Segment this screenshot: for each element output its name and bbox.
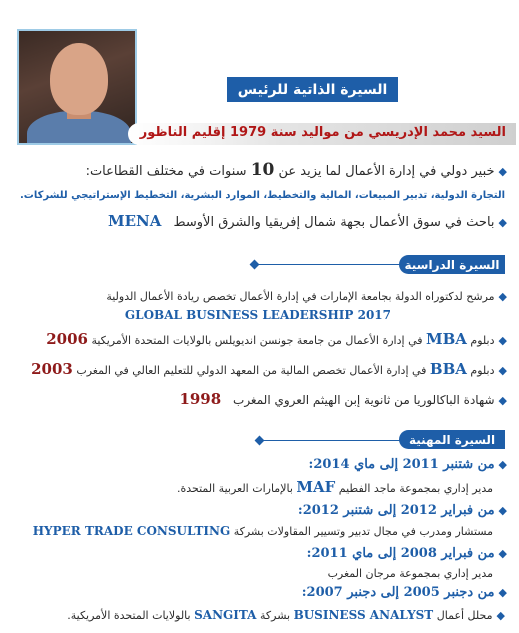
career-item-1-period-text: من شتنبر 2011 إلى ماي 2014:: [308, 457, 495, 472]
career-item-1-desc: [177, 478, 493, 496]
education-item-4: [179, 390, 507, 408]
career-item-1-company: MAF: [296, 478, 336, 496]
education-item-1: [106, 290, 507, 303]
education-item-2-pre: دبلوم: [470, 334, 495, 347]
education-item-1-text: مرشح لدكتوراه الدولة بجامعة الإمارات في إدارة الأعمال تخصص ريادة الأعمال الدولية: [106, 290, 495, 303]
career-item-1-desc-pre: مدير إداري بمجموعة ماجد الفطيم: [338, 482, 493, 495]
career-item-2-desc-pre: مستشار ومدرب في مجال تدبير وتسيير المقاولات بشركة: [233, 525, 493, 538]
career-item-4-desc-mid: بشركة: [259, 609, 291, 622]
section-diamond-icon: [255, 436, 265, 446]
career-item-3-period: [307, 546, 507, 561]
section-line: [260, 440, 405, 441]
profile-item-1: [86, 160, 507, 180]
career-item-2-company: HYPER TRADE CONSULTING: [32, 524, 231, 538]
career-item-4-desc-post: بالولايات المتحدة الأمريكية.: [67, 609, 191, 622]
career-item-2-period-text: من فبراير 2012 إلى شتنبر 2012:: [297, 503, 495, 518]
education-item-2-text: في إدارة الأعمال من جامعة جونسن انديويلس بالولايات المتحدة الأمريكية: [91, 334, 423, 347]
career-item-2-period: [298, 503, 507, 518]
page-title: السيرة الذاتية للرئيس: [227, 77, 398, 102]
bullet-diamond-icon: ◆: [498, 165, 507, 178]
bullet-diamond-icon: ◆: [496, 609, 505, 622]
bullet-diamond-icon: ◆: [498, 334, 507, 347]
bullet-diamond-icon: ◆: [498, 394, 507, 407]
career-item-1-period: [309, 457, 508, 472]
bullet-diamond-icon: ◆: [498, 216, 507, 229]
bullet-diamond-icon: ◆: [498, 547, 507, 560]
profile-item-2: [108, 212, 507, 230]
profile-item-2-region: MENA: [108, 212, 162, 230]
education-item-3-degree: BBA: [429, 360, 467, 378]
section-line: [255, 264, 405, 265]
education-item-1-extra: GLOBAL BUSINESS LEADERSHIP 2017: [124, 308, 391, 322]
education-item-4-year: 1998: [179, 390, 222, 408]
bullet-diamond-icon: ◆: [498, 364, 507, 377]
education-item-2: [46, 330, 507, 348]
section-diamond-icon: [250, 260, 260, 270]
profile-item-1-text: خبير دولي في إدارة الأعمال لما يزيد عن: [278, 164, 495, 179]
profile-item-2-text: باحث في سوق الأعمال بجهة شمال إفريقيا والشرق الأوسط: [173, 215, 495, 230]
career-item-4-company2: SANGITA: [194, 608, 257, 622]
section-label-career: السيرة المهنية: [399, 430, 505, 449]
profile-item-1-years: 10: [250, 160, 275, 180]
education-item-3: [31, 360, 507, 378]
career-item-4-desc-pre: محلل أعمال: [436, 609, 493, 622]
career-item-2-desc: [33, 524, 493, 538]
career-item-4-company: BUSINESS ANALYST: [293, 608, 434, 622]
career-item-3-period-text: من فبراير 2008 إلى ماي 2011:: [306, 546, 495, 561]
education-item-2-degree: MBA: [426, 330, 467, 348]
photo-head: [50, 43, 108, 115]
education-item-3-pre: دبلوم: [470, 364, 495, 377]
education-item-4-text: شهادة الباكالوريا من ثانوية إبن الهيثم العروي المغرب: [233, 393, 495, 407]
section-label-education: السيرة الدراسية: [399, 255, 505, 274]
education-item-2-year: 2006: [46, 330, 88, 348]
profile-item-1-tail: سنوات في مختلف القطاعات:: [85, 164, 247, 179]
education-item-3-text: في إدارة الأعمال تخصص المالية من المعهد الدولي للتعليم العالي في المغرب: [76, 364, 427, 377]
education-item-3-year: 2003: [31, 360, 73, 378]
career-item-4-period: [302, 585, 507, 600]
name-line: السيد محمد الإدريسي من مواليد سنة 1979 إقليم الناظور: [139, 125, 506, 140]
bullet-diamond-icon: ◆: [498, 586, 507, 599]
profile-item-1-sub: التجارة الدولية، تدبير المبيعات، المالية والتخطيط، الموارد البشرية، التخطيط الإستراتيجي للشركات.: [19, 190, 505, 201]
name-bar: [128, 123, 516, 145]
bullet-diamond-icon: ◆: [498, 504, 507, 517]
bullet-diamond-icon: ◆: [498, 290, 507, 303]
career-item-1-desc-post: بالإمارات العربية المتحدة.: [176, 482, 293, 495]
bullet-diamond-icon: ◆: [498, 458, 507, 471]
career-item-4-period-text: من دجنبر 2005 إلى دجنبر 2007:: [301, 585, 495, 600]
career-item-3-desc-pre: مدير إداري بمجموعة مرجان المغرب: [327, 567, 493, 580]
profile-photo: [17, 29, 137, 145]
career-item-3-desc: [328, 567, 493, 580]
career-item-4-desc: [67, 608, 505, 622]
